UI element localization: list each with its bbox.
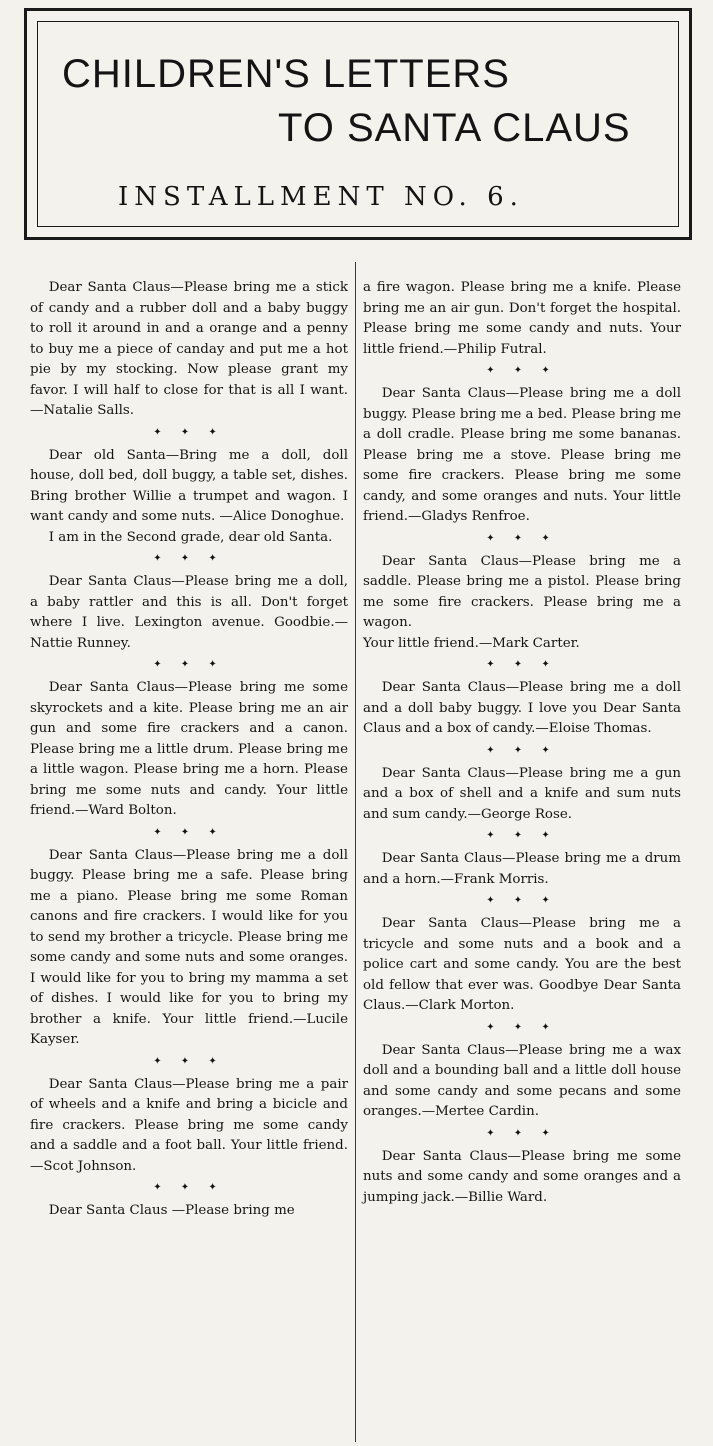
right-column bbox=[363, 278, 681, 1208]
separator-ornament: ✦ ✦ ✦ bbox=[486, 365, 558, 376]
letter-eloise-thomas: Dear Santa Claus—Please bring me a doll and a doll baby buggy. I love you Dear Santa Claus and a box of candy.—Eloise Thomas. bbox=[363, 680, 681, 736]
masthead-inner-border bbox=[37, 21, 679, 227]
letter-natalie-salls: Dear Santa Claus—Please bring me a stick of candy and a rubber doll and a baby buggy to roll it around in and a orange and a penny to buy me a piece of canday and put me a hot pie by my stocking. Now please grant my favor. I will half to close for that is all I want.—Natalie Salls. bbox=[30, 280, 348, 418]
left-column bbox=[30, 278, 348, 1222]
letter-clark-morton: Dear Santa Claus—Please bring me a tricycle and some nuts and a book and a police cart and some candy. You are the best old fellow that ever was. Goodbye Dear Santa Claus.—Clark Morton. bbox=[363, 916, 681, 1013]
letter-ward-bolton: Dear Santa Claus—Please bring me some skyrockets and a kite. Please bring me an air gun and some fire crackers and a canon. Please bring me a little drum. Please bring me a little wagon. Please bring me a horn. Please bring me some nuts and candy. Your little friend.—Ward Bolton. bbox=[30, 680, 348, 818]
letter-lucile-kayser: Dear Santa Claus—Please bring me a doll buggy. Please bring me a safe. Please bring me a piano. Please bring me some Roman canons and fire crackers. I would like for you to send my brother a tricycle. Please bring me some candy and some nuts and some oranges. I would like for you to bring my mamma a set of dishes. I would like for you to bring my brother a knife. Your little friend.—Lucile Kayser. bbox=[30, 847, 348, 1047]
separator-ornament: ✦ ✦ ✦ bbox=[486, 532, 558, 544]
separator-ornament: ✦ ✦ ✦ bbox=[486, 895, 558, 906]
letter-philip-futral-continued: a fire wagon. Please bring me a knife. Please bring me an air gun. Don't forget the hospital. Please bring me some candy and nuts. Your little friend.—Philip Futral. bbox=[363, 280, 681, 357]
letter-scot-johnson: Dear Santa Claus—Please bring me a pair of wheels and a knife and bring a bicicle and fire crackers. Please bring me some candy and a saddle and a foot ball. Your little friend.—Scot Johnson. bbox=[30, 1076, 348, 1174]
separator-ornament: ✦ ✦ ✦ bbox=[486, 1127, 558, 1139]
installment-label: INSTALLMENT NO. 6. bbox=[118, 182, 524, 212]
separator-ornament: ✦ ✦ ✦ bbox=[153, 659, 225, 670]
letter-postscript-second-grade: I am in the Second grade, dear old Santa. bbox=[48, 529, 333, 545]
letter-george-rose: Dear Santa Claus—Please bring me a gun and a box of shell and a knife and sum nuts and sum candy.—George Rose. bbox=[363, 765, 681, 822]
masthead-box bbox=[24, 8, 692, 240]
letter-frank-morris: Dear Santa Claus—Please bring me a drum and a horn.—Frank Morris. bbox=[363, 851, 681, 887]
letter-mark-carter: Dear Santa Claus—Please bring me a saddle. Please bring me a pistol. Please bring me some fire crackers. Please bring me a wagon. bbox=[363, 553, 681, 630]
letter-mertee-cardin: Dear Santa Claus—Please bring me a wax doll and a bounding ball and a little doll house and some candy and some pecans and some oranges.—Mertee Cardin. bbox=[363, 1042, 681, 1119]
separator-ornament: ✦ ✦ ✦ bbox=[153, 826, 225, 838]
separator-ornament: ✦ ✦ ✦ bbox=[153, 426, 225, 438]
separator-ornament: ✦ ✦ ✦ bbox=[153, 1182, 225, 1193]
separator-ornament: ✦ ✦ ✦ bbox=[486, 830, 558, 841]
letter-nattie-runney: Dear Santa Claus—Please bring me a doll, a baby rattler and this is all. Don't forget where I live. Lexington avenue. Goodbie.—Nattie Runney. bbox=[30, 574, 348, 651]
separator-ornament: ✦ ✦ ✦ bbox=[153, 1055, 225, 1067]
letter-billie-ward: Dear Santa Claus—Please bring me some nuts and some candy and some oranges and a jumping jack.—Billie Ward. bbox=[363, 1148, 681, 1205]
letter-mark-carter-signoff: Your little friend.—Mark Carter. bbox=[363, 635, 580, 651]
separator-ornament: ✦ ✦ ✦ bbox=[486, 744, 558, 756]
letter-philip-futral-start: Dear Santa Claus —Please bring me bbox=[48, 1203, 295, 1218]
separator-ornament: ✦ ✦ ✦ bbox=[486, 1021, 558, 1033]
headline-line-2: TO SANTA CLAUS bbox=[278, 106, 631, 150]
letter-gladys-renfroe: Dear Santa Claus—Please bring me a doll buggy. Please bring me a bed. Please bring me a doll cradle. Please bring me some bananas. Please bring me a stove. Please bring me some fire crackers. Please bring me some candy, and some oranges and nuts. Your little friend.—Gladys Renfroe. bbox=[363, 386, 681, 524]
separator-ornament: ✦ ✦ ✦ bbox=[153, 553, 225, 564]
column-divider bbox=[355, 262, 356, 1442]
letter-alice-donoghue: Dear old Santa—Bring me a doll, doll house, doll bed, doll buggy, a table set, dishes. Bring brother Willie a trumpet and wagon. I want candy and some nuts. —Alice Donoghue. bbox=[30, 447, 348, 524]
separator-ornament: ✦ ✦ ✦ bbox=[486, 659, 558, 670]
headline-line-1: CHILDREN'S LETTERS bbox=[62, 52, 510, 96]
